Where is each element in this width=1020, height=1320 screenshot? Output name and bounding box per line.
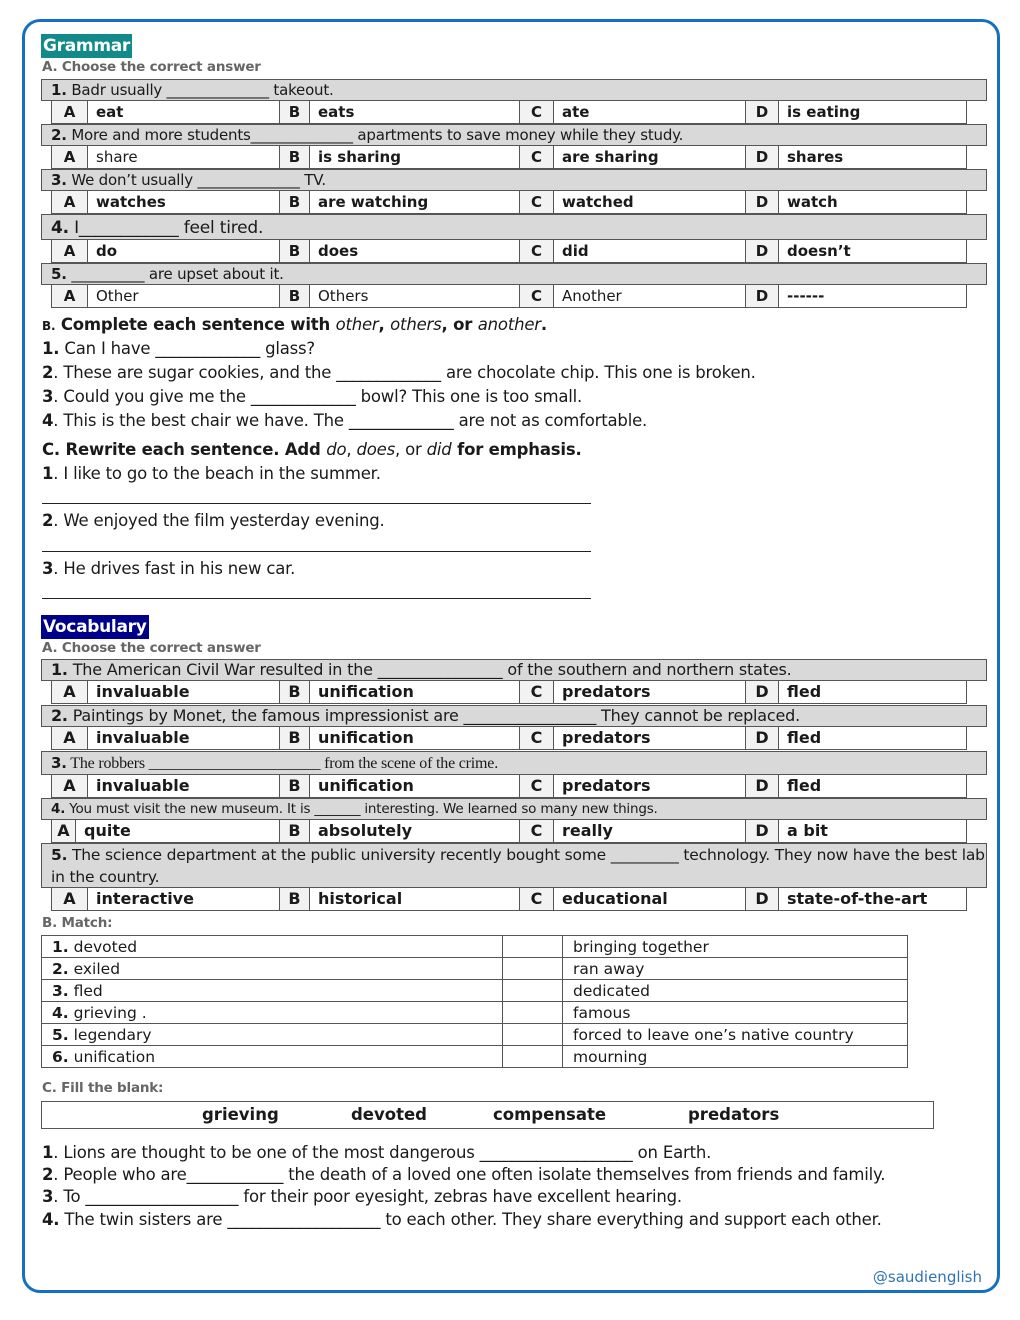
option-letter: B xyxy=(280,681,310,703)
option-b[interactable]: unification xyxy=(310,681,520,703)
match-row: 6. unification mourning xyxy=(42,1046,908,1068)
option-d[interactable]: watch xyxy=(787,193,838,211)
option-letter: A xyxy=(52,240,88,262)
option-d[interactable]: shares xyxy=(787,148,844,166)
option-letter: A xyxy=(52,775,88,797)
match-row: 1. devoted bringing together xyxy=(42,936,908,958)
option-d[interactable]: doesn’t xyxy=(787,242,851,260)
option-letter: B xyxy=(280,146,310,168)
grammar-c-item-1: 1. I like to go to the beach in the summer. xyxy=(42,464,381,483)
vocab-c-item-1: 1. Lions are thought to be one of the most dangerous ___________________ on Earth. xyxy=(42,1143,712,1162)
match-answer-cell[interactable] xyxy=(503,1002,563,1024)
option-letter: C xyxy=(520,681,554,703)
option-c[interactable]: Another xyxy=(554,285,746,307)
grammar-question-3: 3. We don’t usually ______________ TV. xyxy=(41,169,987,191)
match-answer-cell[interactable] xyxy=(503,1046,563,1068)
option-a[interactable]: Other xyxy=(88,285,280,307)
option-letter: D xyxy=(746,191,779,213)
option-b[interactable]: Others xyxy=(310,285,520,307)
grammar-b-item-4: 4. This is the best chair we have. The _____________ are not as comfortable. xyxy=(42,411,648,430)
vocab-question-2: 2. Paintings by Monet, the famous impressionist are _________________ They cannot be replaced. xyxy=(41,705,987,727)
grammar-b-item-2: 2. These are sugar cookies, and the _____________ are chocolate chip. This one is broken. xyxy=(42,363,756,382)
option-letter: D xyxy=(746,101,779,123)
option-b[interactable]: unification xyxy=(310,775,520,797)
option-letter: C xyxy=(520,101,554,123)
word-bank-item: compensate xyxy=(493,1105,607,1124)
option-c[interactable]: ate xyxy=(554,101,746,123)
option-letter: A xyxy=(52,101,88,123)
option-d[interactable]: ------ xyxy=(787,287,825,305)
match-answer-cell[interactable] xyxy=(503,1024,563,1046)
grammar-c-item-2: 2. We enjoyed the film yesterday evening. xyxy=(42,511,385,530)
grammar-options-4 xyxy=(51,240,967,263)
grammar-title: Grammar xyxy=(43,36,130,56)
option-b[interactable]: eats xyxy=(310,101,520,123)
answer-line-1[interactable] xyxy=(42,503,591,504)
option-letter: B xyxy=(280,775,310,797)
option-c[interactable]: really xyxy=(554,820,746,842)
option-b[interactable]: is sharing xyxy=(310,146,520,168)
option-letter: D xyxy=(746,888,779,910)
option-a[interactable]: watches xyxy=(88,191,280,213)
option-letter: C xyxy=(520,240,554,262)
option-letter: B xyxy=(280,191,310,213)
option-letter: D xyxy=(746,820,779,842)
grammar-options-1 xyxy=(51,101,967,124)
option-a[interactable]: do xyxy=(88,240,280,262)
vocab-options-3 xyxy=(51,775,967,798)
option-letter: D xyxy=(746,285,779,307)
vocab-question-3: 3. The robbers ______________________ from the scene of the crime. xyxy=(41,751,987,775)
match-table xyxy=(41,935,908,1068)
option-letter: A xyxy=(52,820,76,842)
vocab-question-1: 1. The American Civil War resulted in the ________________ of the southern and northern states. xyxy=(41,659,987,681)
grammar-section-c-heading: C. Rewrite each sentence. Add do, does, or did for emphasis. xyxy=(42,440,582,459)
option-letter: D xyxy=(746,681,779,703)
option-letter: B xyxy=(280,727,310,749)
answer-line-3[interactable] xyxy=(42,598,591,599)
option-a[interactable]: invaluable xyxy=(88,775,280,797)
option-d[interactable]: a bit xyxy=(787,821,828,840)
match-definition: forced to leave one’s native country xyxy=(563,1024,908,1046)
word-bank xyxy=(41,1101,934,1129)
option-b[interactable]: absolutely xyxy=(310,820,520,842)
word-bank-item: grieving xyxy=(202,1105,279,1124)
vocab-options-2 xyxy=(51,727,967,750)
match-definition: dedicated xyxy=(563,980,908,1002)
option-letter: D xyxy=(746,240,779,262)
vocab-section-b-heading: B. Match: xyxy=(42,915,113,931)
option-c[interactable]: predators xyxy=(554,727,746,749)
option-b[interactable]: does xyxy=(310,240,520,262)
match-row: 4. grieving . famous xyxy=(42,1002,908,1024)
option-a[interactable]: share xyxy=(88,146,280,168)
vocab-options-1 xyxy=(51,681,967,704)
grammar-c-item-3: 3. He drives fast in his new car. xyxy=(42,559,296,578)
vocab-options-5 xyxy=(51,888,967,911)
option-a[interactable]: quite xyxy=(76,820,280,842)
option-c[interactable]: watched xyxy=(554,191,746,213)
option-b[interactable]: unification xyxy=(310,727,520,749)
match-definition: ran away xyxy=(563,958,908,980)
match-definition: famous xyxy=(563,1002,908,1024)
match-answer-cell[interactable] xyxy=(503,958,563,980)
option-c[interactable]: predators xyxy=(554,775,746,797)
vocab-c-item-3: 3. To ___________________ for their poor eyesight, zebras have excellent hearing. xyxy=(42,1187,682,1206)
option-a[interactable]: interactive xyxy=(88,888,280,910)
option-c[interactable]: predators xyxy=(554,681,746,703)
option-letter: C xyxy=(520,727,554,749)
option-a[interactable]: invaluable xyxy=(88,681,280,703)
match-definition: bringing together xyxy=(563,936,908,958)
vocab-options-4 xyxy=(51,820,967,843)
option-letter: A xyxy=(52,146,88,168)
match-definition: mourning xyxy=(563,1046,908,1068)
option-c[interactable]: did xyxy=(554,240,746,262)
answer-line-2[interactable] xyxy=(42,551,591,552)
word-bank-item: devoted xyxy=(351,1105,427,1124)
grammar-options-2 xyxy=(51,146,967,169)
grammar-options-5 xyxy=(51,285,967,308)
grammar-question-5: 5. __________ are upset about it. xyxy=(41,263,987,285)
vocab-question-5: 5. The science department at the public university recently bought some _________ technology. They now have the best lab in the country. xyxy=(41,843,987,888)
grammar-b-item-1: 1. Can I have _____________ glass? xyxy=(42,339,315,358)
option-letter: D xyxy=(746,146,779,168)
option-b[interactable]: are watching xyxy=(310,191,520,213)
option-letter: B xyxy=(280,888,310,910)
grammar-question-2: 2. More and more students______________ apartments to save money while they study. xyxy=(41,124,987,146)
option-letter: A xyxy=(52,727,88,749)
option-letter: C xyxy=(520,888,554,910)
option-letter: B xyxy=(280,101,310,123)
option-letter: B xyxy=(280,820,310,842)
vocab-section-a-heading: A. Choose the correct answer xyxy=(42,640,261,656)
option-letter: C xyxy=(520,191,554,213)
match-answer-cell[interactable] xyxy=(503,936,563,958)
vocab-c-item-4: 4. The twin sisters are ___________________ to each other. They share everything and support each other. xyxy=(42,1210,882,1229)
option-letter: A xyxy=(52,888,88,910)
grammar-section-b-heading: B. Complete each sentence with other, others, or another. xyxy=(42,315,547,334)
grammar-question-1: 1. Badr usually ______________ takeout. xyxy=(41,79,987,101)
option-letter: C xyxy=(520,285,554,307)
option-d[interactable]: fled xyxy=(787,728,822,747)
option-d[interactable]: fled xyxy=(787,776,822,795)
option-letter: A xyxy=(52,681,88,703)
option-letter: B xyxy=(280,285,310,307)
vocab-section-c-heading: C. Fill the blank: xyxy=(42,1080,164,1096)
option-c[interactable]: are sharing xyxy=(554,146,746,168)
option-d[interactable]: is eating xyxy=(787,103,861,121)
option-a[interactable]: invaluable xyxy=(88,727,280,749)
match-row: 2. exiled ran away xyxy=(42,958,908,980)
option-letter: B xyxy=(280,240,310,262)
option-letter: D xyxy=(746,775,779,797)
match-answer-cell[interactable] xyxy=(503,980,563,1002)
footer-handle: @saudienglish xyxy=(872,1268,982,1286)
grammar-question-4: 4. I____________ feel tired. xyxy=(41,214,987,240)
grammar-b-item-3: 3. Could you give me the _____________ bowl? This one is too small. xyxy=(42,387,583,406)
word-bank-item: predators xyxy=(688,1105,780,1124)
option-a[interactable]: eat xyxy=(88,101,280,123)
option-c[interactable]: educational xyxy=(554,888,746,910)
match-row: 5. legendary forced to leave one’s native country xyxy=(42,1024,908,1046)
option-letter: C xyxy=(520,775,554,797)
option-letter: D xyxy=(746,727,779,749)
vocabulary-title: Vocabulary xyxy=(43,617,147,637)
option-b[interactable]: historical xyxy=(310,888,520,910)
match-row: 3. fled dedicated xyxy=(42,980,908,1002)
option-d[interactable]: fled xyxy=(787,682,822,701)
option-letter: C xyxy=(520,820,554,842)
vocab-c-item-2: 2. People who are____________ the death of a loved one often isolate themselves from friends and family. xyxy=(42,1165,886,1184)
option-letter: C xyxy=(520,146,554,168)
option-letter: A xyxy=(52,191,88,213)
grammar-options-3 xyxy=(51,191,967,214)
vocab-question-4: 4. You must visit the new museum. It is _______ interesting. We learned so many new things. xyxy=(41,798,987,820)
option-d[interactable]: state-of-the-art xyxy=(787,889,928,908)
grammar-section-a-heading: A. Choose the correct answer xyxy=(42,59,261,75)
option-letter: A xyxy=(52,285,88,307)
